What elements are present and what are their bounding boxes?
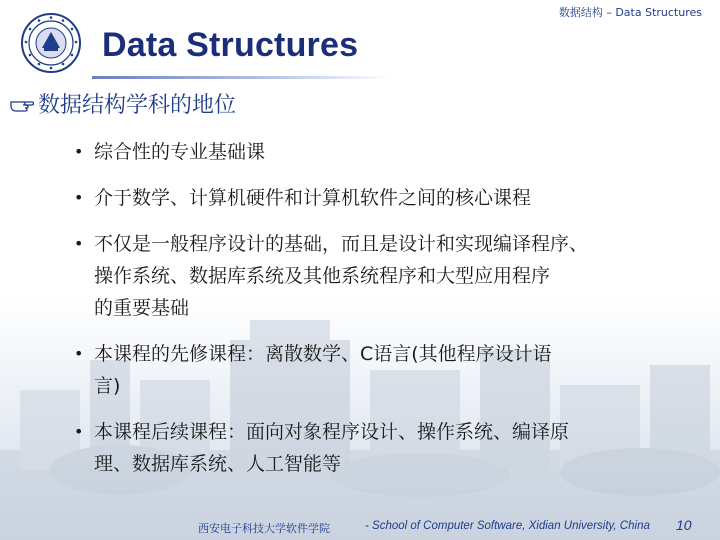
- bullet-line: 介于数学、计算机硬件和计算机软件之间的核心课程: [94, 187, 532, 209]
- slide-title: Data Structures: [102, 26, 359, 64]
- bullet-line: 综合性的专业基础课: [94, 141, 266, 163]
- section-heading-text: 数据结构学科的地位: [38, 93, 237, 118]
- bullet-item: [74, 136, 704, 168]
- bullet-line: 不仅是一般程序设计的基础，而且是设计和实现编译程序、: [94, 233, 589, 255]
- bullet-item: [74, 338, 704, 402]
- bullet-line: 本课程后续课程：面向对象程序设计、操作系统、编译原: [94, 421, 570, 443]
- bullet-line: 的重要基础: [94, 297, 190, 319]
- bullet-item: [74, 182, 704, 214]
- footer-school-english: - School of Computer Software, Xidian University, China: [365, 520, 650, 532]
- bullet-line: 理、数据库系统、人工智能等: [94, 453, 342, 475]
- pointing-hand-icon: [10, 94, 34, 114]
- slide-footer: [0, 516, 720, 536]
- bullet-line: 本课程的先修课程：离散数学、C语言(其他程序设计语: [94, 343, 552, 365]
- bullet-item: [74, 416, 704, 480]
- bullet-dot: •: [74, 344, 84, 363]
- bullet-line: 言): [94, 375, 121, 397]
- section-heading: [10, 88, 236, 119]
- bullet-dot: •: [74, 234, 84, 253]
- page-number: 10: [676, 517, 692, 533]
- footer-school-name: 西安电子科技大学软件学院: [198, 522, 330, 535]
- bullet-item: [74, 228, 704, 324]
- header-caption: 数据结构 – Data Structures: [558, 6, 702, 19]
- university-seal-logo: [20, 12, 82, 74]
- title-underline: [92, 76, 392, 79]
- bullet-line: 操作系统、数据库系统及其他系统程序和大型应用程序: [94, 265, 551, 287]
- bullet-dot: •: [74, 422, 84, 441]
- bullet-dot: •: [74, 188, 84, 207]
- bullet-dot: •: [74, 142, 84, 161]
- bullet-list: [74, 136, 704, 494]
